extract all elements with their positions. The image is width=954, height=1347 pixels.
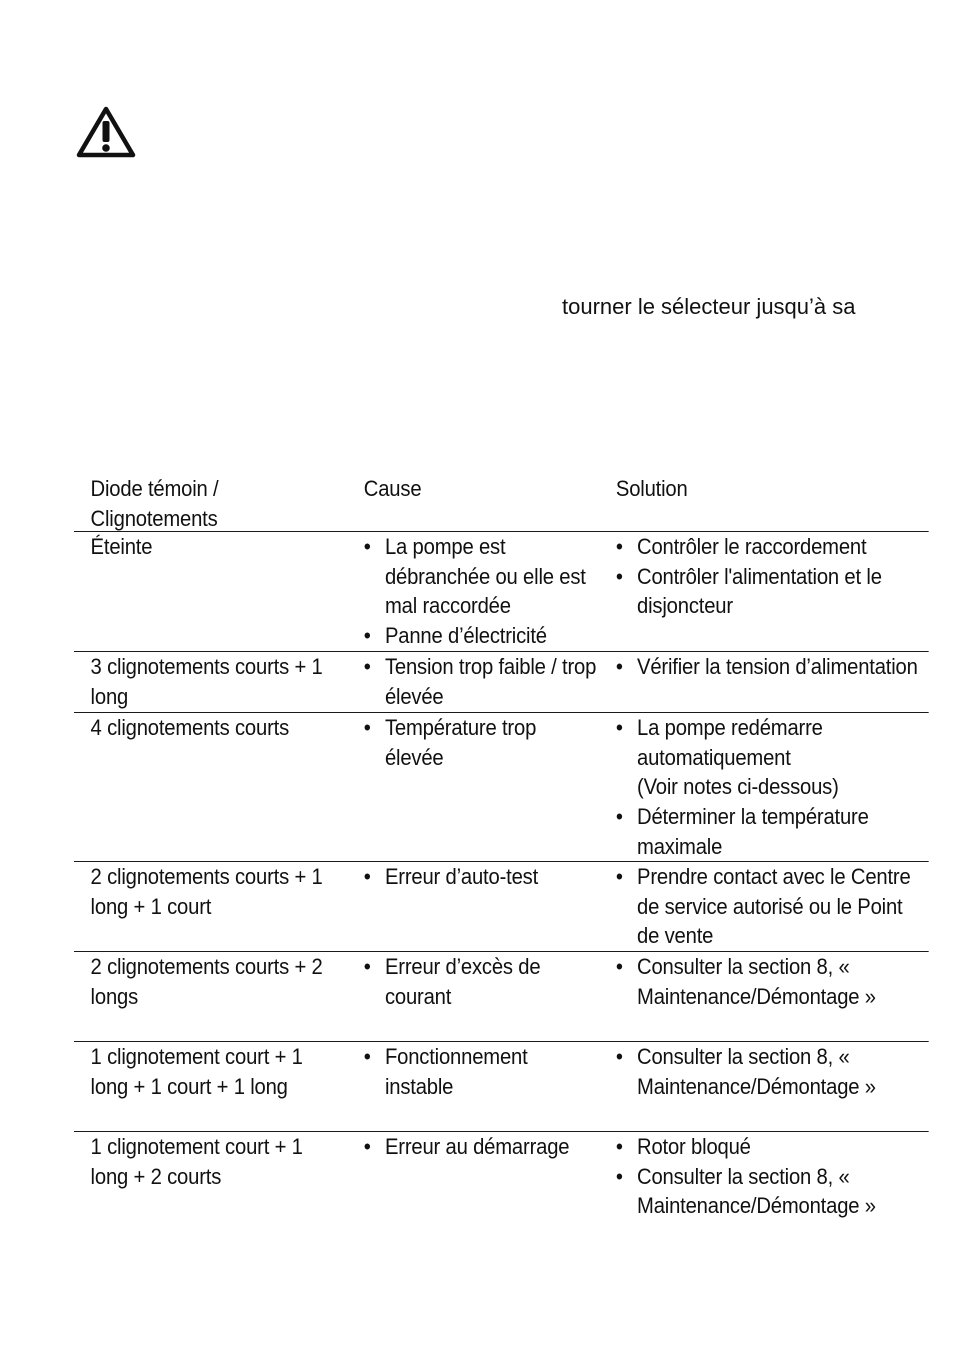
list-item: • Erreur d’auto-test: [364, 862, 598, 892]
solution-cell: [597, 952, 928, 1041]
list-item: • Consulter la section 8, « Maintenance/Démontage »: [616, 952, 929, 1011]
cause-cell: [345, 862, 597, 951]
diode-cell: 2 clignotements courts + 1 long + 1 court: [90, 864, 323, 919]
list-item: • Déterminer la température maximale: [616, 802, 929, 861]
header-cause: Cause: [363, 476, 422, 501]
diode-cell: 4 clignotements courts: [90, 715, 290, 740]
solution-cell: [597, 1132, 928, 1232]
list-item: • Consulter la section 8, « Maintenance/Démontage »: [616, 1162, 929, 1221]
solution-cell: [597, 1042, 928, 1131]
diode-cell: 3 clignotements courts + 1 long: [90, 654, 323, 709]
cause-cell: [345, 1042, 597, 1131]
list-item: • Contrôler le raccordement: [616, 532, 929, 562]
list-item: • Consulter la section 8, « Maintenance/Démontage »: [616, 1042, 929, 1101]
list-item: • Rotor bloqué: [616, 1132, 929, 1162]
list-item: • Tension trop faible / trop élevée: [364, 652, 598, 711]
list-item: • Vérifier la tension d’alimentation: [616, 652, 929, 682]
list-item-note: (Voir notes ci-dessous): [637, 774, 839, 800]
diode-cell: 2 clignotements courts + 2 longs: [90, 954, 323, 1009]
list-item: • La pompe redémarre automatiquement: [616, 713, 929, 772]
cause-cell: [345, 952, 597, 1041]
cause-cell: [345, 713, 597, 861]
body-text-fragment: tourner le sélecteur jusqu’à sa: [562, 294, 856, 319]
cause-cell: [345, 532, 597, 651]
header-diode: Diode témoin / Clignotements: [90, 476, 219, 531]
cause-cell: [345, 1132, 597, 1232]
solution-cell: [597, 713, 928, 861]
warning-triangle-icon: [76, 106, 136, 158]
solution-cell: [597, 532, 928, 651]
diode-cell: 1 clignotement court + 1 long + 2 courts: [90, 1134, 303, 1189]
table-header-row: [74, 474, 929, 532]
solution-cell: [597, 862, 928, 951]
solution-cell: [597, 652, 928, 712]
table-row: [74, 532, 929, 652]
table-row: [74, 862, 929, 952]
list-item: • Fonctionnement instable: [364, 1042, 598, 1101]
table-row: [74, 952, 929, 1042]
list-item: • Prendre contact avec le Centre de service autorisé ou le Point de vente: [616, 862, 929, 951]
list-item: • Erreur au démarrage: [364, 1132, 598, 1162]
list-item: • Contrôler l'alimentation et le disjoncteur: [616, 562, 929, 621]
cause-cell: [345, 652, 597, 712]
list-item: • La pompe est débranchée ou elle est mal raccordée: [364, 532, 598, 621]
list-item: • Température trop élevée: [364, 713, 598, 772]
table-row: [74, 1132, 929, 1232]
diode-cell: 1 clignotement court + 1 long + 1 court + 1 long: [90, 1044, 303, 1099]
table-row: [74, 713, 929, 862]
diagnostic-table: [74, 474, 929, 1232]
list-item: • Panne d’électricité: [364, 621, 598, 651]
table-row: [74, 1042, 929, 1132]
header-solution: Solution: [615, 476, 688, 501]
list-item: • Erreur d’excès de courant: [364, 952, 598, 1011]
diode-cell: Éteinte: [90, 534, 153, 559]
table-row: [74, 652, 929, 713]
